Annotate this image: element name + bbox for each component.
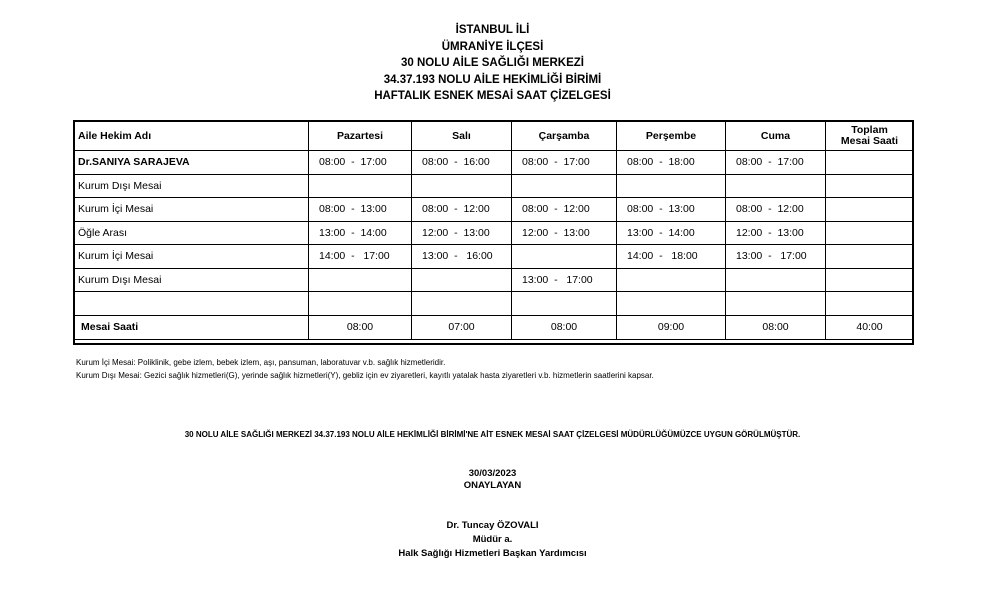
time-cell: 08:00 - 16:00	[412, 151, 512, 175]
time-cell: 08:00 - 17:00	[726, 151, 826, 175]
time-cell: 12:00 - 13:00	[726, 221, 826, 245]
row-label: Dr.SANIYA SARAJEVA	[75, 151, 309, 175]
time-cell: 13:00 - 16:00	[412, 245, 512, 269]
totals-label: Mesai Saati	[75, 316, 309, 340]
col-header-total	[826, 122, 914, 151]
daily-total-cell: 08:00	[512, 316, 617, 340]
time-cell	[412, 174, 512, 198]
total-cell	[826, 221, 914, 245]
table-header-row	[75, 122, 914, 151]
total-cell	[826, 198, 914, 222]
header-schedule-title: HAFTALIK ESNEK MESAİ SAAT ÇİZELGESİ	[374, 90, 611, 102]
col-header-friday: Cuma	[726, 122, 826, 151]
time-cell	[726, 174, 826, 198]
daily-total-cell: 08:00	[309, 316, 412, 340]
time-cell: 08:00 - 13:00	[617, 198, 726, 222]
signoff-block	[0, 468, 985, 491]
time-cell	[412, 268, 512, 292]
table-row	[75, 221, 914, 245]
time-cell	[617, 268, 726, 292]
table-row	[75, 292, 914, 316]
time-cell	[512, 292, 617, 316]
total-cell	[826, 268, 914, 292]
signer-position: Halk Sağlığı Hizmetleri Başkan Yardımcısı	[398, 548, 587, 559]
col-header-tuesday: Salı	[412, 122, 512, 151]
approver-label: ONAYLAYAN	[463, 479, 522, 491]
time-cell: 13:00 - 14:00	[617, 221, 726, 245]
col-header-monday: Pazartesi	[309, 122, 412, 151]
time-cell: 13:00 - 14:00	[309, 221, 412, 245]
time-cell	[512, 174, 617, 198]
approval-date: 30/03/2023	[468, 468, 517, 479]
time-cell	[726, 292, 826, 316]
row-label: Kurum İçi Mesai	[75, 198, 309, 222]
signer-block	[0, 519, 985, 561]
time-cell	[309, 292, 412, 316]
row-label: Kurum Dışı Mesai	[75, 174, 309, 198]
time-cell: 08:00 - 17:00	[512, 151, 617, 175]
time-cell: 08:00 - 12:00	[726, 198, 826, 222]
total-cell	[826, 245, 914, 269]
footnote-external: Kurum Dışı Mesai: Gezici sağlık hizmetleri(G), yerinde sağlık hizmetleri(Y), gebliz için ev ziyaretleri, kayıtlı yatalak hasta ziyaretleri v.b. hizmetlerin saatlerini kapsar.	[76, 371, 654, 380]
table-row	[75, 198, 914, 222]
daily-total-cell: 08:00	[726, 316, 826, 340]
table-row	[75, 151, 914, 175]
time-cell: 14:00 - 17:00	[309, 245, 412, 269]
col-header-thursday: Perşembe	[617, 122, 726, 151]
time-cell	[726, 268, 826, 292]
total-cell	[826, 292, 914, 316]
table-row	[75, 268, 914, 292]
signer-name: Dr. Tuncay ÖZOVALI	[446, 520, 539, 531]
footnotes	[76, 356, 654, 382]
time-cell: 08:00 - 18:00	[617, 151, 726, 175]
time-cell	[309, 174, 412, 198]
table-row	[75, 174, 914, 198]
footnote-internal: Kurum İçi Mesai: Poliklinik, gebe izlem, bebek izlem, aşı, pansuman, laboratuvar v.b. sağlık hizmetleridir.	[76, 358, 446, 367]
approval-statement: 30 NOLU AİLE SAĞLIĞI MERKEZİ 34.37.193 NOLU AİLE HEKİMLİĞİ BİRİMİ'NE AİT ESNEK MESAİ SAAT ÇİZELGESİ MÜDÜRLÜĞÜMÜZCE UYGUN GÖRÜLMÜŞTÜR.	[184, 430, 801, 439]
table-row	[75, 245, 914, 269]
col-header-total-line1: Toplam	[851, 124, 888, 136]
document-header	[0, 22, 985, 105]
time-cell: 08:00 - 12:00	[512, 198, 617, 222]
schedule-table	[74, 121, 914, 340]
totals-row	[75, 316, 914, 340]
time-cell	[512, 245, 617, 269]
header-center: 30 NOLU AİLE SAĞLIĞI MERKEZİ	[401, 57, 584, 69]
time-cell: 14:00 - 18:00	[617, 245, 726, 269]
col-header-wednesday: Çarşamba	[512, 122, 617, 151]
signer-title: Müdür a.	[472, 534, 513, 545]
time-cell: 08:00 - 12:00	[412, 198, 512, 222]
header-district: ÜMRANİYE İLÇESİ	[441, 40, 544, 53]
row-label	[75, 292, 309, 316]
row-label: Öğle Arası	[75, 221, 309, 245]
total-cell	[826, 174, 914, 198]
weekly-total-cell: 40:00	[826, 316, 914, 340]
time-cell	[412, 292, 512, 316]
header-unit: 34.37.193 NOLU AİLE HEKİMLİĞİ BİRİMİ	[383, 73, 602, 86]
header-province: İSTANBUL İLİ	[455, 24, 530, 36]
time-cell	[309, 268, 412, 292]
time-cell: 08:00 - 13:00	[309, 198, 412, 222]
time-cell	[617, 292, 726, 316]
time-cell: 08:00 - 17:00	[309, 151, 412, 175]
col-header-doctor: Aile Hekim Adı	[75, 122, 309, 151]
time-cell: 12:00 - 13:00	[512, 221, 617, 245]
time-cell	[617, 174, 726, 198]
daily-total-cell: 07:00	[412, 316, 512, 340]
row-label: Kurum Dışı Mesai	[75, 268, 309, 292]
daily-total-cell: 09:00	[617, 316, 726, 340]
row-label: Kurum İçi Mesai	[75, 245, 309, 269]
time-cell: 13:00 - 17:00	[512, 268, 617, 292]
total-cell	[826, 151, 914, 175]
time-cell: 13:00 - 17:00	[726, 245, 826, 269]
time-cell: 12:00 - 13:00	[412, 221, 512, 245]
col-header-total-line2: Mesai Saati	[840, 135, 899, 147]
